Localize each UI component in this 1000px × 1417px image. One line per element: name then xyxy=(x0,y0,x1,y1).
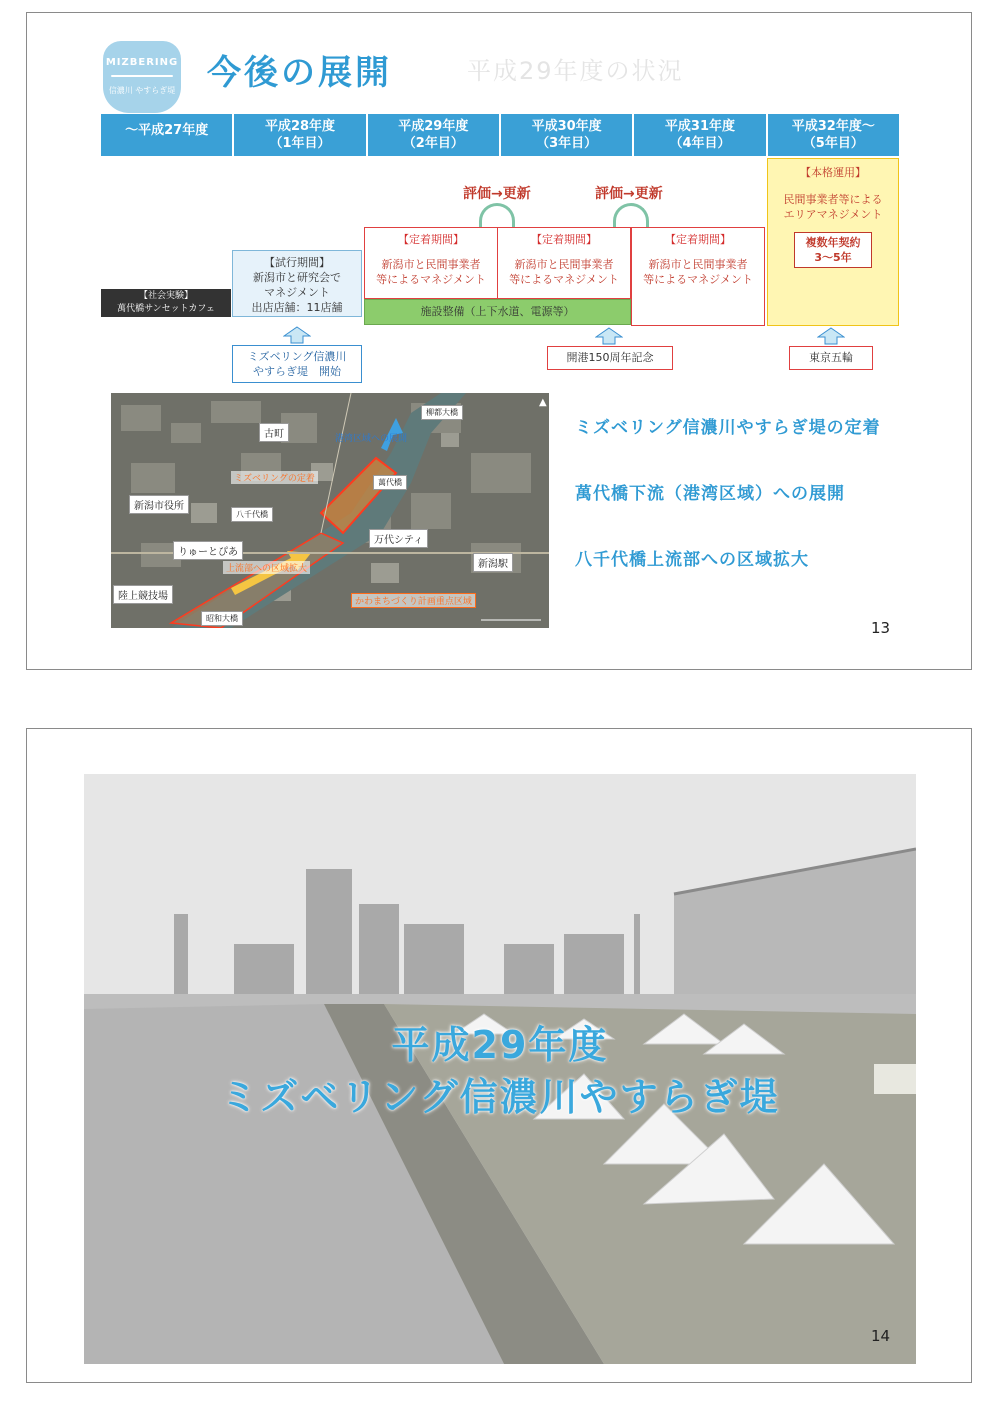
map-label-port: 港湾区域への展開 xyxy=(335,434,408,444)
box-text-line: 新潟市と民間事業者 xyxy=(648,258,748,271)
page-number: 13 xyxy=(871,619,891,637)
slide-title: 今後の展開 xyxy=(207,53,392,93)
year-cell-h27 xyxy=(101,114,232,156)
map-label-bandaibashi: 萬代橋 xyxy=(373,475,407,490)
cycle-arrow-icon xyxy=(613,203,649,227)
label-line: やすらぎ堤 開始 xyxy=(253,365,341,378)
year-label: 平成31年度 xyxy=(664,119,736,134)
year-label: 平成29年度 xyxy=(398,119,469,134)
map-label-bandai-city: 万代シティ xyxy=(369,529,428,548)
bleed-through-title: 平成29年度の状況 xyxy=(467,57,684,85)
box-text-line: 等によるマネジメント xyxy=(376,273,486,286)
box-heading: 【定着期間】 xyxy=(665,233,731,246)
trial-period-box xyxy=(232,250,362,317)
box-text-line: 等によるマネジメント xyxy=(643,273,753,286)
year-cell-h28 xyxy=(234,114,365,156)
year-label: ～平成27年度 xyxy=(125,123,209,138)
port-anniversary-label: 開港150周年記念 xyxy=(547,346,673,370)
social-experiment-box xyxy=(101,289,231,317)
box-heading: 【定着期間】 xyxy=(531,233,597,246)
year-sub-label: （5年目） xyxy=(802,136,864,151)
up-arrow-icon xyxy=(817,327,845,345)
year-sub-label: （4年目） xyxy=(669,136,731,151)
label-line: ミズベリング信濃川 xyxy=(247,350,347,363)
box-heading: 【定着期間】 xyxy=(398,233,464,246)
page-number: 14 xyxy=(871,1327,891,1345)
year-label: 平成32年度～ xyxy=(791,119,875,134)
year-sub-label: （2年目） xyxy=(402,136,464,151)
settle-period-box-h31 xyxy=(631,227,765,326)
box-text-line: 新潟市と民間事業者 xyxy=(381,258,481,271)
logo-wave xyxy=(111,75,173,77)
box-heading: 【社会実験】 xyxy=(138,291,193,301)
settle-period-box-h30 xyxy=(497,227,631,299)
year-cell-h29 xyxy=(368,114,499,156)
map-label-furumachi: 古町 xyxy=(259,423,289,442)
mizbering-logo xyxy=(103,41,181,113)
year-cell-h30 xyxy=(501,114,632,156)
map-label-showa-bridge: 昭和大橋 xyxy=(201,611,243,626)
map-label-stadium: 陸上競技場 xyxy=(113,585,173,604)
map-label-expand: 上流部への区域拡大 xyxy=(223,561,310,574)
settle-period-box-h29 xyxy=(364,227,498,299)
slide-13 xyxy=(26,12,972,670)
year-label: 平成28年度 xyxy=(264,119,336,134)
photo-title-line-1: 平成29年度 xyxy=(391,1023,609,1067)
year-sub-label: （1年目） xyxy=(269,136,331,151)
key-point-1: ミズベリング信濃川やすらぎ堤の定着 xyxy=(575,418,881,438)
year-cell-h31 xyxy=(634,114,765,156)
up-arrow-icon xyxy=(595,327,623,345)
box-text: 民間事業者等による xyxy=(783,193,883,206)
aerial-map xyxy=(111,393,549,628)
key-point-2: 萬代橋下流（港湾区域）への展開 xyxy=(575,484,845,504)
logo-text: MIZBERING xyxy=(105,57,179,68)
riverside-photo xyxy=(84,774,916,1364)
map-label-cityhall: 新潟市役所 xyxy=(129,495,189,514)
full-operation-box xyxy=(767,158,899,326)
box-text: 出店店舗：11店舗 xyxy=(251,301,343,314)
map-label-ryutopia: りゅーとぴあ xyxy=(173,541,243,560)
year-sub-label: （3年目） xyxy=(536,136,598,151)
key-point-3: 八千代橋上流部への区域拡大 xyxy=(575,550,809,570)
year-header-bar xyxy=(101,114,899,156)
year-label: 平成30年度 xyxy=(531,119,602,134)
map-label-niigata-station: 新潟駅 xyxy=(473,553,513,572)
logo-subtext: 信濃川 やすらぎ堤 xyxy=(108,86,176,95)
box-text-line: 等によるマネジメント xyxy=(509,273,619,286)
mizbering-start-label xyxy=(232,345,362,383)
map-label-yachiyo: 八千代橋 xyxy=(231,507,273,522)
box-heading: 【本格運用】 xyxy=(800,166,866,179)
slide-14 xyxy=(26,728,972,1383)
box-heading: 【試行期間】 xyxy=(264,256,330,269)
contract-years: 3～5年 xyxy=(814,251,852,264)
up-arrow-icon xyxy=(283,326,311,344)
year-cell-h32 xyxy=(768,114,899,156)
map-label-ryuto: 柳都大橋 xyxy=(421,405,463,420)
box-text-line: 新潟市と民間事業者 xyxy=(514,258,614,271)
contract-label: 複数年契約 xyxy=(805,236,861,249)
map-label-machizukuri: かわまちづくり計画重点区域 xyxy=(351,593,476,608)
evaluation-update-label: 評価→更新 xyxy=(595,186,663,202)
map-label-settle: ミズベリングの定着 xyxy=(231,471,318,484)
box-text xyxy=(498,257,630,287)
box-text: 新潟市と研究会で xyxy=(253,271,341,284)
box-text xyxy=(365,257,497,287)
evaluation-update-label: 評価→更新 xyxy=(463,186,531,202)
box-text: 萬代橋サンセットカフェ xyxy=(117,304,215,314)
north-indicator-icon: ▲ xyxy=(539,397,547,408)
photo-title-line-2: ミズベリング信濃川やすらぎ堤 xyxy=(220,1075,780,1119)
box-text: マネジメント xyxy=(264,286,330,299)
tokyo-olympics-label: 東京五輪 xyxy=(789,346,873,370)
facility-improvement-bar: 施設整備（上下水道、電源等） xyxy=(364,299,631,325)
contract-term-box xyxy=(794,232,872,268)
box-text xyxy=(632,257,764,287)
box-text: エリアマネジメント xyxy=(783,208,883,221)
cycle-arrow-icon xyxy=(479,203,515,227)
